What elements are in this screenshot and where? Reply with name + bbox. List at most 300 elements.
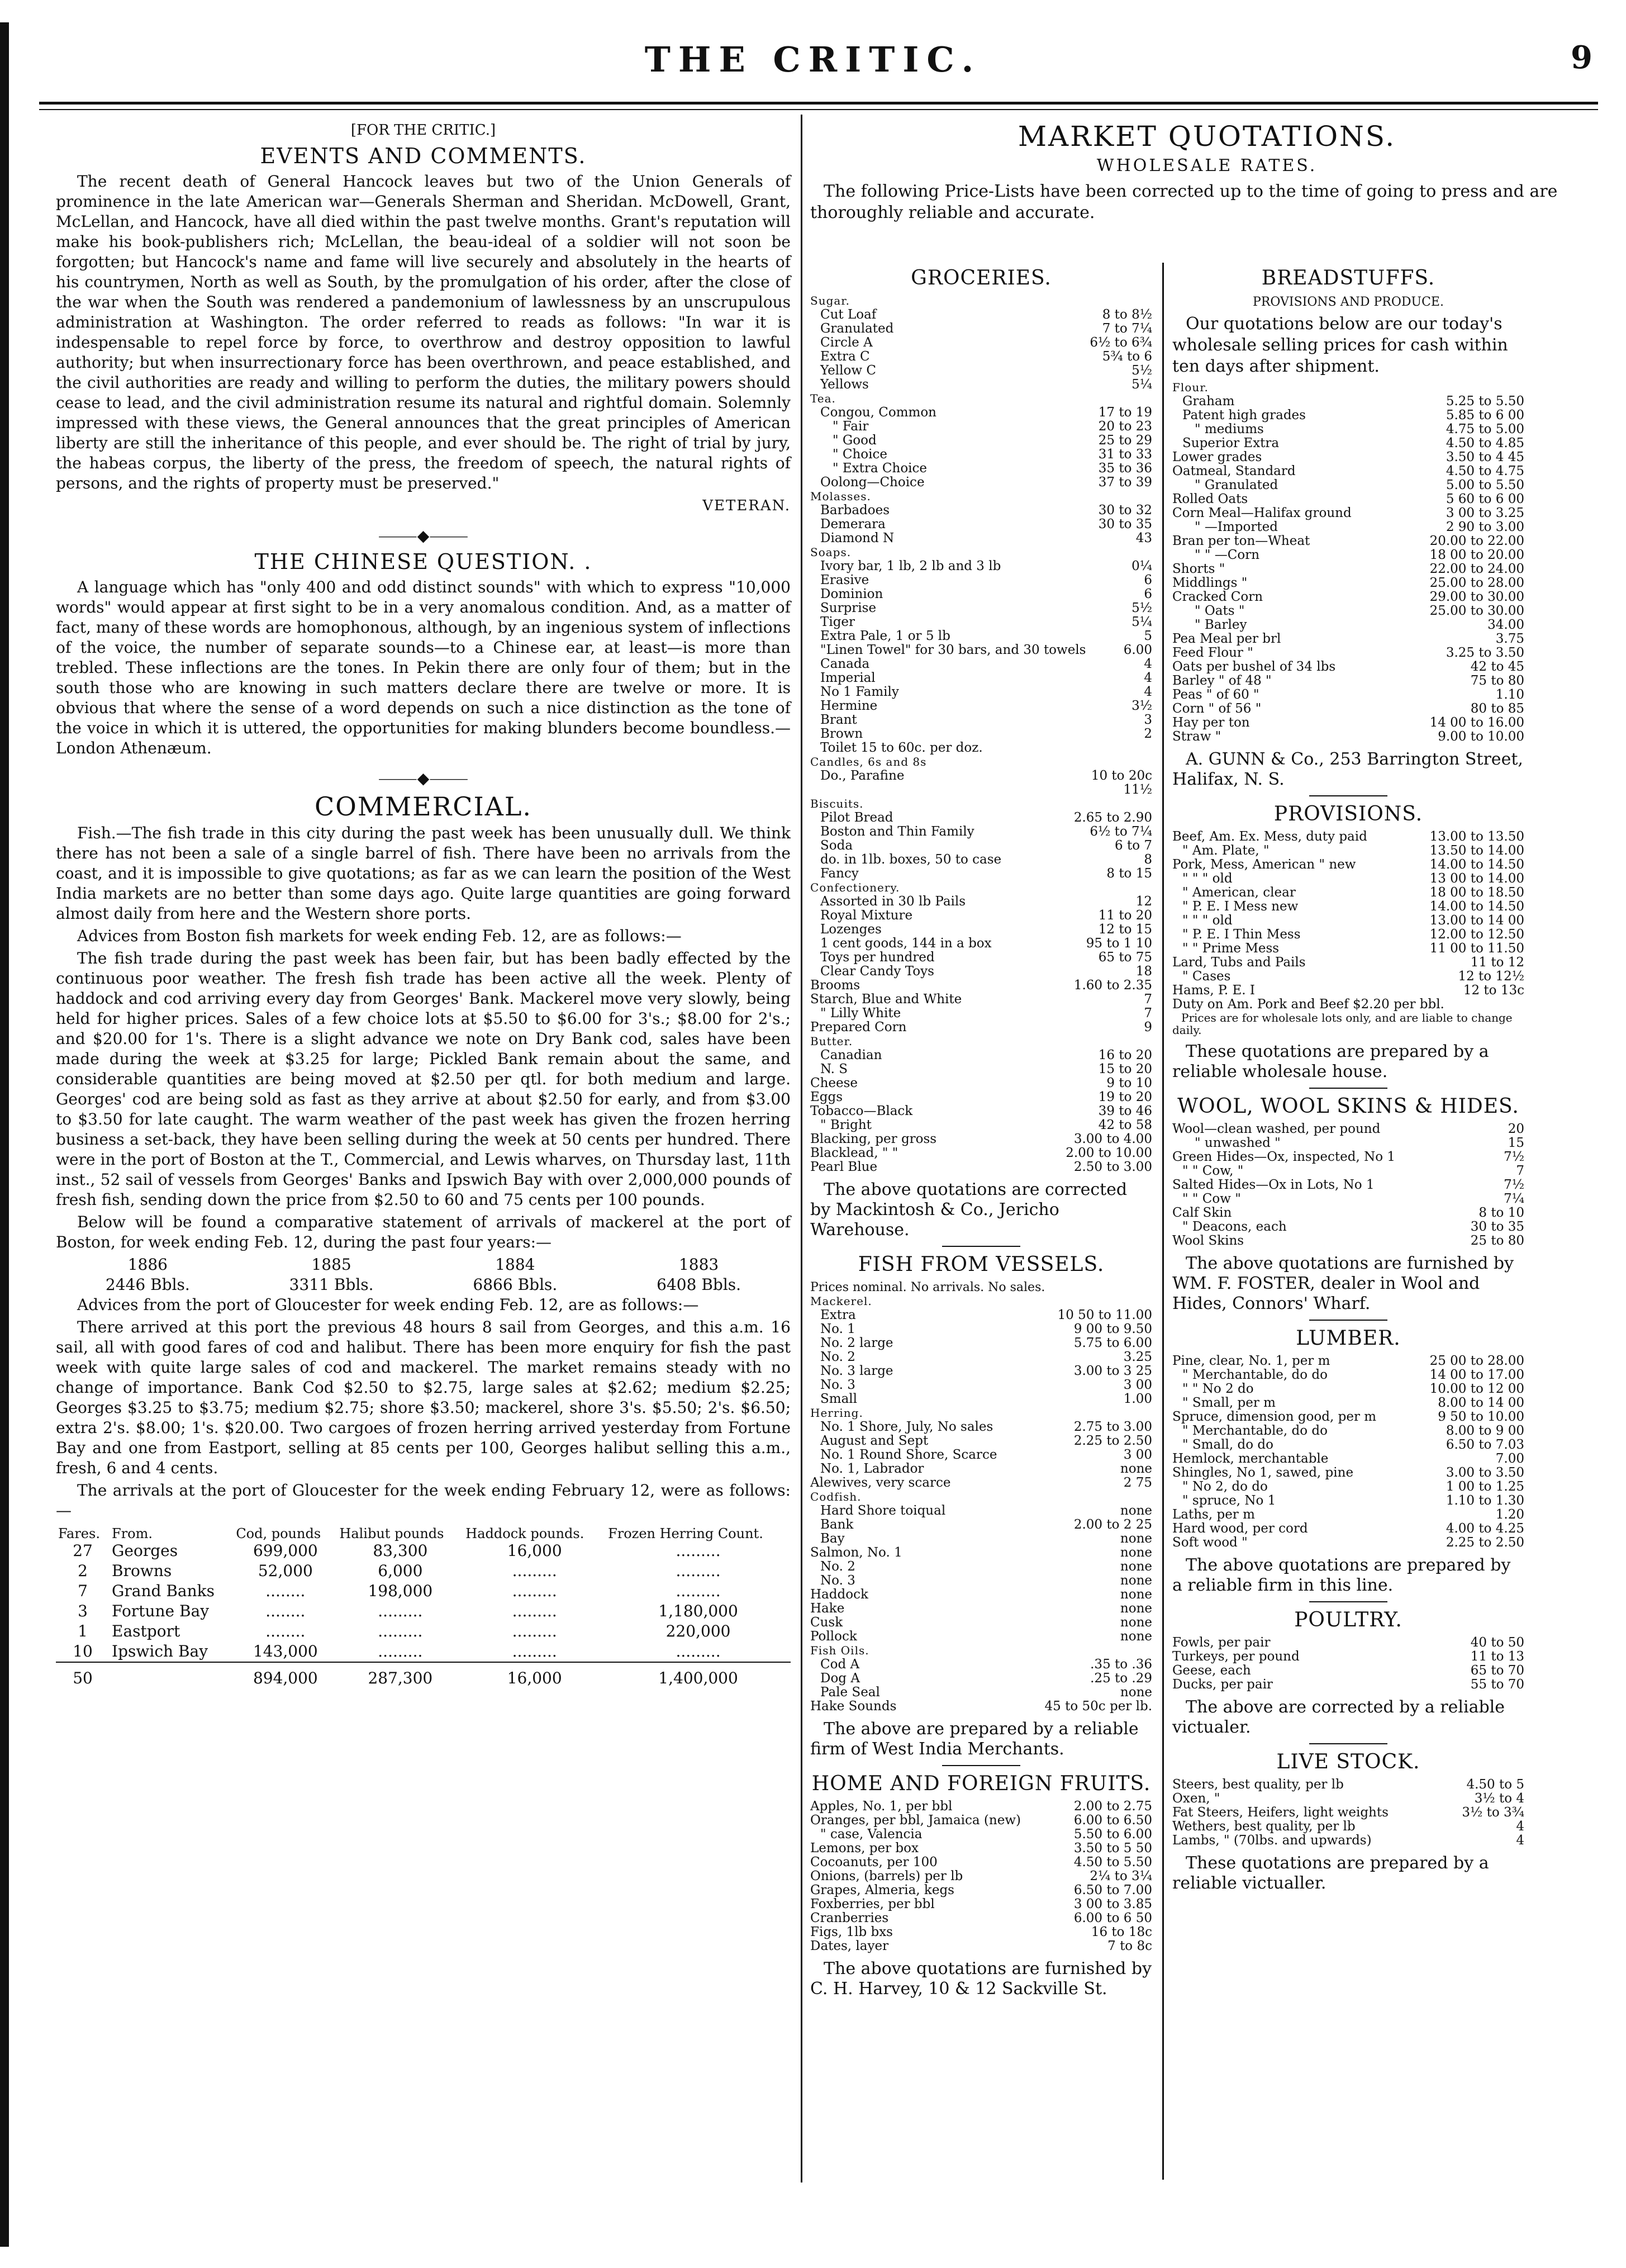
item-price: 7 <box>1144 1006 1152 1021</box>
price-row <box>810 448 1152 462</box>
item-price: 2.75 to 3.00 <box>1073 1420 1152 1434</box>
item-price: 18 <box>1135 964 1152 979</box>
item-price: 3 <box>1144 713 1152 727</box>
commercial-paragraph: Advices from the port of Gloucester for week ending Feb. 12, are as follows:— <box>77 1296 699 1314</box>
item-name: Graham <box>1182 395 1235 409</box>
section-divider <box>1309 1320 1387 1321</box>
item-name: Barbadoes <box>820 504 890 518</box>
fruits-note: The above quotations are furnished by C. H. Harvey, 10 & 12 Sackville St. <box>810 1959 1152 1999</box>
item-name: Oxen, " <box>1172 1792 1220 1806</box>
item-price: 3.25 to 3.50 <box>1446 646 1524 660</box>
table-cell: Grand Banks <box>112 1582 215 1600</box>
chinese-title: THE CHINESE QUESTION. . <box>254 549 592 574</box>
total-cell: 50 <box>56 1662 110 1688</box>
item-price: 8 to 10 <box>1478 1206 1524 1220</box>
price-category: Sugar. <box>810 294 850 307</box>
price-row <box>1172 1396 1524 1410</box>
price-row <box>810 1308 1152 1322</box>
item-price: 5½ <box>1131 363 1152 378</box>
item-name: No. 1 <box>820 1322 855 1336</box>
item-price <box>1521 998 1524 1012</box>
provisions-note: These quotations are prepared by a reliable wholesale house. <box>1172 1042 1489 1081</box>
price-row <box>810 1658 1152 1672</box>
price-row <box>810 657 1152 671</box>
table-header: Fares. <box>58 1526 100 1541</box>
item-price: 15 <box>1508 1136 1524 1150</box>
item-name: Pollock <box>810 1630 857 1644</box>
price-row <box>810 1700 1152 1714</box>
item-name: Barley " of 48 " <box>1172 674 1272 688</box>
item-name: " Merchantable, do do <box>1182 1368 1328 1382</box>
item-name: Cut Loaf <box>820 308 877 322</box>
table-cell: 699,000 <box>253 1541 318 1560</box>
price-row <box>1172 928 1524 942</box>
item-name: No. 1, Labrador <box>820 1462 924 1476</box>
item-name: " " Prime Mess <box>1182 942 1280 956</box>
price-row <box>810 1104 1152 1118</box>
item-price: none <box>1120 1629 1152 1644</box>
price-row <box>810 1160 1152 1174</box>
item-name: Surprise <box>820 601 877 615</box>
market-header <box>810 120 1604 224</box>
price-row <box>810 1048 1152 1062</box>
ornament-divider: ⸻◆⸻ <box>378 526 469 545</box>
item-price: 2.25 to 2.50 <box>1446 1535 1524 1550</box>
price-row <box>810 1546 1152 1560</box>
item-price: none <box>1120 1685 1152 1700</box>
table-cell: 2 <box>78 1562 88 1580</box>
lumber-title: LUMBER. <box>1296 1327 1401 1350</box>
price-row <box>1172 548 1524 562</box>
item-name: Ducks, per pair <box>1172 1678 1273 1692</box>
item-price: 5½ <box>1131 601 1152 615</box>
item-name: Hams, P. E. I <box>1172 984 1255 998</box>
item-name: Laths, per m <box>1172 1508 1255 1522</box>
bbls-cell: 6866 Bbls. <box>473 1275 558 1294</box>
item-price: 4 <box>1516 1819 1524 1834</box>
poultry-title: POULTRY. <box>1294 1609 1402 1631</box>
commercial-title: COMMERCIAL. <box>314 791 533 822</box>
table-cell: 52,000 <box>258 1562 313 1580</box>
item-price: 7½ <box>1504 1150 1524 1164</box>
item-name: Cocoanuts, per 100 <box>810 1856 938 1870</box>
item-name: Pilot Bread <box>820 811 893 825</box>
item-price: 2 <box>1144 727 1152 741</box>
table-cell: ......... <box>512 1622 557 1640</box>
item-name: Clear Candy Toys <box>820 965 934 979</box>
table-cell: ......... <box>378 1642 423 1660</box>
item-name: Prepared Corn <box>810 1021 907 1035</box>
item-price: 37 to 39 <box>1098 475 1152 490</box>
item-price: 45 to 50c per lb. <box>1044 1699 1152 1714</box>
item-price: 2¼ to 3¼ <box>1090 1869 1152 1883</box>
item-price: 55 to 70 <box>1470 1677 1524 1692</box>
item-price: 2 75 <box>1123 1475 1152 1490</box>
price-row <box>1172 1354 1524 1368</box>
table-total-row <box>56 1662 791 1688</box>
item-price: 3.50 to 5 50 <box>1073 1841 1152 1856</box>
price-row <box>810 336 1152 350</box>
price-row <box>810 1476 1152 1490</box>
table-cell: 1,180,000 <box>658 1602 738 1620</box>
item-price: 14 00 to 17.00 <box>1429 1368 1524 1382</box>
item-name: " Lilly White <box>820 1007 901 1021</box>
price-row <box>1172 1234 1524 1248</box>
item-price: 10 50 to 11.00 <box>1057 1308 1152 1322</box>
item-name: Blacking, per gross <box>810 1132 937 1146</box>
item-name: Lozenges <box>820 923 882 937</box>
item-price: 8 to 8½ <box>1102 307 1152 322</box>
price-row <box>810 1602 1152 1616</box>
item-price: 20.00 to 22.00 <box>1429 534 1524 548</box>
table-cell: 16,000 <box>507 1541 562 1560</box>
item-price: 3½ to 4 <box>1474 1791 1524 1806</box>
events-signature: VETERAN. <box>702 497 791 514</box>
table-header: Halibut pounds <box>339 1526 444 1541</box>
item-price: none <box>1120 1559 1152 1574</box>
price-row <box>810 587 1152 601</box>
item-name: Eggs <box>810 1090 843 1104</box>
price-row <box>1172 1536 1524 1550</box>
item-price: 5.85 to 6 00 <box>1446 408 1524 423</box>
price-row <box>810 1939 1152 1953</box>
price-row <box>1172 464 1524 478</box>
item-price: 20 <box>1508 1122 1524 1136</box>
item-name: Salmon, No. 1 <box>810 1546 902 1560</box>
item-price: 42 to 58 <box>1098 1118 1152 1132</box>
item-price: 4.50 to 4.75 <box>1446 464 1524 478</box>
item-price: 6½ to 6¾ <box>1090 335 1152 350</box>
item-name: No. 3 large <box>820 1364 893 1378</box>
breadstuffs-list <box>1172 381 1524 744</box>
item-name: Boston and Thin Family <box>820 825 974 839</box>
item-name: Fat Steers, Heifers, light weights <box>1172 1806 1389 1820</box>
item-price: none <box>1120 1601 1152 1616</box>
item-name: Starch, Blue and White <box>810 993 962 1007</box>
price-row <box>1172 1664 1524 1678</box>
breadstuffs-subtitle: PROVISIONS AND PRODUCE. <box>1253 295 1444 309</box>
price-row <box>810 993 1152 1007</box>
item-price: 8 to 15 <box>1106 866 1152 881</box>
price-row <box>810 1672 1152 1686</box>
price-row <box>810 1814 1152 1828</box>
item-price: .25 to .29 <box>1090 1671 1152 1686</box>
item-price: none <box>1120 1462 1152 1476</box>
price-row <box>1172 998 1524 1012</box>
fruits-list <box>810 1800 1152 1953</box>
events-paragraph: The recent death of General Hancock leaves but two of the Union Generals of prominence in the late American war—Generals Sherman and Sheridan. McDowell, Grant, McLellan, and Hancock, have all died within the past twelve months. Grant's reputation will make his book-publishers rich; McLellan, the beau-ideal of a soldier will not soon be forgotten; but Hancock's name and fame will live securely and absolutely in the hearts of his countrymen, North as well as South, by the promulgation of his order, after the close of the war when the South was rendered a pandemonium of lawlessness by an unscrupulous administration at Washington. The order referred to reads as follows: "In war it is indespensable to repel force by force, to overthrow and destroy opposition to lawful authority; but when insurrectionary force has been overthrown, and peace established, and the civil authorities are ready and willing to perform the duties, the military powers should cease to lead, and the civil administration resume its natural and rightful domain. Solemnly impressed with these views, the General announces that the great principles of American liberty are still the inheritance of this people, and ever should be. The right of trial by jury, the habeas corpus, the liberty of the press, the freedom of speech, the natural rights of persons, and the rights of property must be preserved." <box>56 172 791 492</box>
item-price: 4 <box>1144 671 1152 685</box>
column-divider <box>1162 263 1164 2180</box>
price-row <box>810 504 1152 518</box>
item-price: 43 <box>1135 531 1152 545</box>
price-row <box>1172 1778 1524 1792</box>
item-price: 39 to 46 <box>1098 1104 1152 1118</box>
item-name: " " Cow, " <box>1182 1164 1244 1178</box>
section-divider <box>942 1765 1020 1766</box>
item-price: 25.00 to 28.00 <box>1429 576 1524 590</box>
price-category: Biscuits. <box>810 797 864 810</box>
item-name: Lard, Tubs and Pails <box>1172 956 1306 970</box>
item-name: Toilet 15 to 60c. per doz. <box>820 741 983 755</box>
item-name: Lambs, " (70lbs. and upwards) <box>1172 1834 1372 1848</box>
price-row <box>810 1588 1152 1602</box>
ornament-divider: ⸻◆⸻ <box>378 769 469 787</box>
item-name: Oatmeal, Standard <box>1172 464 1296 478</box>
item-name: " " " old <box>1182 872 1233 886</box>
item-price: 6.00 to 6.50 <box>1073 1813 1152 1828</box>
price-row <box>810 1560 1152 1574</box>
price-row <box>1172 534 1524 548</box>
item-name: " Oats " <box>1195 604 1245 618</box>
commercial-paragraph: The arrivals at the port of Gloucester for the week ending February 12, were as follows:— <box>56 1481 791 1520</box>
item-price: 7 <box>1144 992 1152 1007</box>
price-category: Fish Oils. <box>810 1644 869 1657</box>
table-cell: ......... <box>512 1602 557 1620</box>
table-cell: Eastport <box>112 1622 180 1640</box>
table-row <box>56 1561 791 1581</box>
table-cell: 220,000 <box>665 1622 731 1640</box>
market-subtitle: WHOLESALE RATES. <box>1096 156 1318 175</box>
item-price: 5 60 to 6 00 <box>1446 492 1524 506</box>
price-row <box>810 559 1152 573</box>
item-name: Feed Flour " <box>1172 646 1253 660</box>
table-row <box>56 1581 791 1601</box>
year-cell: 1884 <box>495 1255 535 1274</box>
item-name: Tiger <box>820 615 855 629</box>
price-row <box>1172 1178 1524 1192</box>
table-row <box>56 1601 791 1621</box>
mackerel-arrivals-table <box>56 1255 791 1295</box>
price-row <box>810 811 1152 825</box>
price-row <box>810 615 1152 629</box>
item-price: 6.00 to 6 50 <box>1073 1911 1152 1925</box>
item-price: 8.00 to 9 00 <box>1446 1424 1524 1438</box>
price-row <box>810 769 1152 783</box>
item-name: " spruce, No 1 <box>1182 1494 1276 1508</box>
item-name: Extra C <box>820 350 870 364</box>
item-price: 7½ <box>1504 1178 1524 1192</box>
item-name: Green Hides—Ox, inspected, No 1 <box>1172 1150 1396 1164</box>
section-divider <box>1309 1743 1387 1744</box>
page-number: 9 <box>1571 39 1592 76</box>
item-name: No. 2 <box>820 1560 855 1574</box>
item-name: Haddock <box>810 1588 868 1602</box>
table-cell: ......... <box>676 1562 721 1580</box>
price-row <box>1172 970 1524 984</box>
item-name: No. 1 Shore, July, No sales <box>820 1420 993 1434</box>
item-name: Hard Shore toiqual <box>820 1504 946 1518</box>
price-row <box>810 1828 1152 1842</box>
binding-edge <box>0 22 9 2247</box>
item-name: Granulated <box>820 322 894 336</box>
price-row <box>810 1350 1152 1364</box>
item-name: " Good <box>833 434 877 448</box>
item-price: 2.00 to 10.00 <box>1066 1146 1152 1160</box>
breadstuffs-firm: A. GUNN & Co., 253 Barrington Street, Halifax, N. S. <box>1172 749 1523 789</box>
item-name: Wool Skins <box>1172 1234 1244 1248</box>
price-row <box>1172 646 1524 660</box>
item-price: 25 00 to 28.00 <box>1429 1354 1524 1368</box>
item-price: 14.00 to 14.50 <box>1429 899 1524 914</box>
item-price <box>1149 741 1152 755</box>
price-row <box>810 1118 1152 1132</box>
item-price: 17 to 19 <box>1098 405 1152 420</box>
item-price: 65 to 70 <box>1470 1663 1524 1678</box>
price-row <box>810 1800 1152 1814</box>
price-row <box>810 420 1152 434</box>
wool-title: WOOL, WOOL SKINS & HIDES. <box>1177 1095 1519 1118</box>
price-row <box>1172 1192 1524 1206</box>
item-price: 6.50 to 7.00 <box>1073 1883 1152 1897</box>
item-name: Middlings " <box>1172 576 1248 590</box>
bbls-cell: 3311 Bbls. <box>289 1275 374 1294</box>
item-name: No. 1 Round Shore, Scarce <box>820 1448 997 1462</box>
item-name: Wethers, best quality, per lb <box>1172 1820 1356 1834</box>
item-name: " " No 2 do <box>1182 1382 1254 1396</box>
item-price: 12 <box>1135 894 1152 909</box>
item-name: Corn " of 56 " <box>1172 702 1262 716</box>
price-row <box>810 839 1152 853</box>
price-row <box>810 1132 1152 1146</box>
table-cell: 1 <box>78 1622 88 1640</box>
item-name: Pea Meal per brl <box>1172 632 1281 646</box>
table-cell: ......... <box>676 1582 721 1600</box>
item-name: Assorted in 30 lb Pails <box>820 895 966 909</box>
item-name: " No 2, do do <box>1182 1480 1268 1494</box>
item-name: " " Cow " <box>1182 1192 1241 1206</box>
price-row <box>1172 590 1524 604</box>
price-row <box>810 853 1152 867</box>
price-row <box>810 1462 1152 1476</box>
price-row <box>810 1076 1152 1090</box>
table-header: Cod, pounds <box>236 1526 321 1541</box>
item-price: 3.00 to 4.00 <box>1073 1132 1152 1146</box>
item-name: Cracked Corn <box>1172 590 1263 604</box>
price-row <box>1172 562 1524 576</box>
item-name: Foxberries, per bbl <box>810 1897 935 1911</box>
table-header: From. <box>112 1526 153 1541</box>
item-price: 4 <box>1144 685 1152 699</box>
price-row <box>810 699 1152 713</box>
price-row <box>1172 674 1524 688</box>
item-name: Demerara <box>820 518 886 532</box>
item-name: Tobacco—Black <box>810 1104 913 1118</box>
price-row <box>810 1090 1152 1104</box>
table-cell: 27 <box>73 1541 93 1560</box>
item-price: 4.50 to 5.50 <box>1073 1855 1152 1870</box>
price-row <box>810 1616 1152 1630</box>
price-row <box>810 1856 1152 1870</box>
chinese-paragraph: A language which has "only 400 and odd distinct sounds" with which to express "10,000 words" would appear at first sight to be in a very anomalous condition. And, as a matter of fact, many of these words are homophonous, although, by an ingenious system of inflections of the voice, the number of separate sounds—to a Chinese ear, at least—is more than trebled. These inflections are the tones. In Pekin there are only four of them; but in the south those who are knowing in such matters declare there are twelve or more. It is obvious that where the sense of a word depends on such a nice distinction as the tone of the voice in which it is uttered, the opportunities for making blunders become boundless.—London Athenæum. <box>56 578 791 757</box>
fish-list <box>810 1294 1152 1714</box>
item-name: do. in 1lb. boxes, 50 to case <box>820 853 1002 867</box>
item-price: 3 00 <box>1123 1448 1152 1462</box>
item-name: Diamond N <box>820 532 895 545</box>
groceries-title: GROCERIES. <box>911 267 1052 290</box>
table-header: Haddock pounds. <box>465 1526 584 1541</box>
item-name: Straw " <box>1172 730 1221 744</box>
item-name: Brant <box>820 713 857 727</box>
item-price: 30 to 35 <box>1470 1220 1524 1234</box>
price-row <box>810 350 1152 364</box>
price-row <box>1172 576 1524 590</box>
price-row <box>810 923 1152 937</box>
provisions-title: PROVISIONS. <box>1273 803 1423 825</box>
price-row <box>810 462 1152 476</box>
lumber-note: The above quotations are prepared by a reliable firm in this line. <box>1172 1555 1511 1595</box>
price-row <box>1172 1368 1524 1382</box>
price-category: Candles, 6s and 8s <box>810 755 927 768</box>
item-name: Lower grades <box>1172 450 1262 464</box>
price-row <box>810 685 1152 699</box>
year-cell: 1883 <box>678 1255 719 1274</box>
item-name: Fancy <box>820 867 859 881</box>
poultry-list <box>1172 1636 1524 1692</box>
item-name: Congou, Common <box>820 406 936 420</box>
price-row <box>810 713 1152 727</box>
item-price: 2.50 to 3.00 <box>1073 1160 1152 1174</box>
item-name: Small <box>820 1392 857 1406</box>
item-name: Royal Mixture <box>820 909 913 923</box>
price-row <box>1172 1164 1524 1178</box>
item-price: 11 to 13 <box>1470 1649 1524 1664</box>
item-name: Cod A <box>820 1658 860 1672</box>
price-row <box>810 1062 1152 1076</box>
price-row <box>1172 450 1524 464</box>
item-name: " American, clear <box>1182 886 1296 900</box>
item-name: Salted Hides—Ox in Lots, No 1 <box>1172 1178 1375 1192</box>
table-cell: 143,000 <box>253 1642 318 1660</box>
item-name: " Choice <box>833 448 887 462</box>
item-name: Onions, (barrels) per lb <box>810 1870 963 1883</box>
item-price: .35 to .36 <box>1090 1657 1152 1672</box>
item-name: No. 2 large <box>820 1336 893 1350</box>
table-cell: ......... <box>378 1622 423 1640</box>
price-row <box>810 979 1152 993</box>
price-row <box>810 867 1152 881</box>
item-price: 2.00 to 2.75 <box>1073 1799 1152 1814</box>
item-name: Circle A <box>820 336 873 350</box>
price-row <box>1172 1150 1524 1164</box>
table-cell: ......... <box>512 1582 557 1600</box>
item-name <box>810 783 1120 797</box>
item-name: Soda <box>820 839 853 853</box>
item-price: 7 <box>1516 1164 1524 1178</box>
price-row <box>1172 942 1524 956</box>
item-name: " Am. Plate, " <box>1182 844 1270 858</box>
item-price: 9.00 to 10.00 <box>1438 729 1524 744</box>
table-cell: 83,300 <box>373 1541 428 1560</box>
item-name: " Deacons, each <box>1182 1220 1287 1234</box>
item-name: Duty on Am. Pork and Beef $2.20 per bbl. <box>1172 998 1444 1012</box>
price-row <box>810 909 1152 923</box>
item-name: Blacklead, " " <box>810 1146 898 1160</box>
price-category: Molasses. <box>810 490 871 503</box>
price-row <box>810 364 1152 378</box>
item-price: 1.20 <box>1495 1507 1524 1522</box>
price-row <box>1172 1122 1524 1136</box>
item-price: 30 to 35 <box>1098 517 1152 532</box>
price-row <box>810 1574 1152 1588</box>
price-row <box>1172 1438 1524 1452</box>
item-name: Canadian <box>820 1048 882 1062</box>
price-row <box>810 434 1152 448</box>
item-price: 11 to 12 <box>1470 955 1524 970</box>
price-row <box>1172 886 1524 900</box>
price-row <box>810 783 1152 797</box>
price-row <box>1172 984 1524 998</box>
